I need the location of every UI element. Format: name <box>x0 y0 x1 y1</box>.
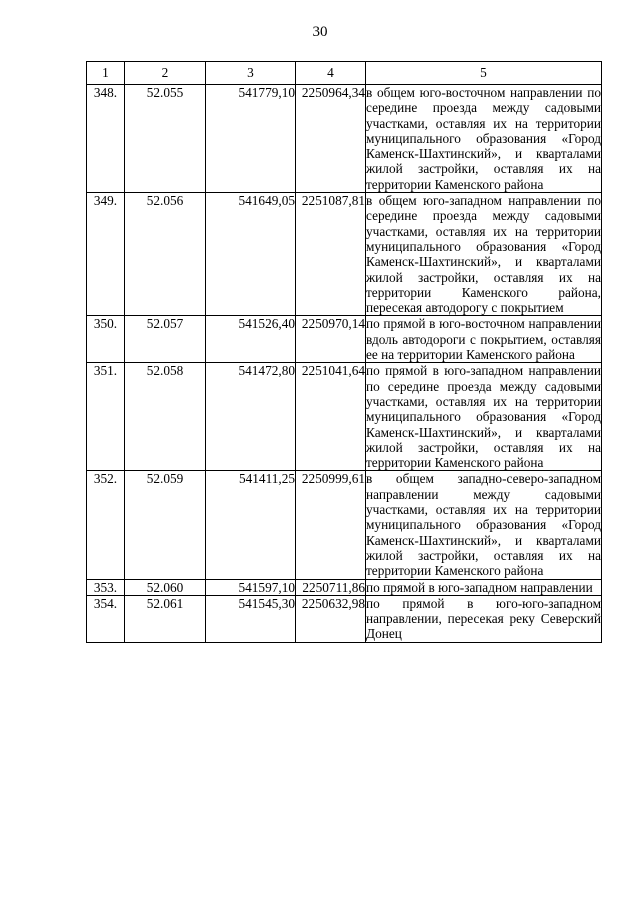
column-header-1: 1 <box>87 62 125 85</box>
boundary-description: в общем западно-северо-западном направлении между садовыми участками, оставляя их на территории муниципального образования «Город Каменск-Шахтинский», и кварталами жилой застройки, оставляя их на территории Каменского района <box>366 471 601 579</box>
page-number: 30 <box>312 24 328 40</box>
boundary-description: в общем юго-восточном направлении по середине проезда между садовыми участками, оставляя их на территории муниципального образования «Город Каменск-Шахтинский», и кварталами жилой застройки, оставляя их на территории Каменского района <box>366 85 601 192</box>
x-coordinate: 541597,10 <box>206 579 296 595</box>
table-header-row <box>87 62 602 85</box>
row-number: 350. <box>87 316 125 363</box>
table-row <box>87 579 602 595</box>
y-coordinate: 2251041,64 <box>296 363 366 471</box>
point-code: 52.057 <box>125 316 206 363</box>
table-row <box>87 193 602 316</box>
y-coordinate: 2250964,34 <box>296 85 366 193</box>
y-coordinate: 2250632,98 <box>296 595 366 642</box>
y-coordinate: 2250970,14 <box>296 316 366 363</box>
table-row <box>87 471 602 579</box>
boundary-description: в общем юго-западном направлении по середине проезда между садовыми участками, оставляя их на территории муниципального образования «Город Каменск-Шахтинский», и кварталами жилой застройки, оставляя их на территории Каменского района, пересекая автодорогу с покрытием <box>366 193 601 316</box>
point-code: 52.056 <box>125 193 206 316</box>
x-coordinate: 541779,10 <box>206 85 296 193</box>
row-number: 353. <box>87 579 125 595</box>
point-code: 52.060 <box>125 579 206 595</box>
table-row <box>87 85 602 193</box>
x-coordinate: 541649,05 <box>206 193 296 316</box>
point-code: 52.059 <box>125 471 206 579</box>
x-coordinate: 541526,40 <box>206 316 296 363</box>
row-number: 352. <box>87 471 125 579</box>
x-coordinate: 541472,80 <box>206 363 296 471</box>
point-code: 52.058 <box>125 363 206 471</box>
row-number: 354. <box>87 595 125 642</box>
row-number: 348. <box>87 85 125 193</box>
x-coordinate: 541411,25 <box>206 471 296 579</box>
table-row <box>87 316 602 363</box>
boundary-table <box>86 61 602 643</box>
boundary-description: по прямой в юго-юго-западном направлении, пересекая реку Северский Донец <box>366 595 601 642</box>
boundary-description: по прямой в юго-восточном направлении вдоль автодороги с покрытием, оставляя ее на территории Каменского района <box>366 316 601 363</box>
column-header-4: 4 <box>296 62 366 85</box>
y-coordinate: 2250999,61 <box>296 471 366 579</box>
column-header-3: 3 <box>206 62 296 85</box>
row-number: 349. <box>87 193 125 316</box>
point-code: 52.055 <box>125 85 206 193</box>
y-coordinate: 2250711,86 <box>296 579 366 595</box>
point-code: 52.061 <box>125 595 206 642</box>
x-coordinate: 541545,30 <box>206 595 296 642</box>
column-header-5: 5 <box>366 62 602 85</box>
column-header-2: 2 <box>125 62 206 85</box>
boundary-description: по прямой в юго-западном направлении по середине проезда между садовыми участками, оставляя их на территории муниципального образования «Город Каменск-Шахтинский», и кварталами жилой застройки, оставляя их на территории Каменского района <box>366 363 601 471</box>
y-coordinate: 2251087,81 <box>296 193 366 316</box>
table-row <box>87 363 602 471</box>
row-number: 351. <box>87 363 125 471</box>
table-row <box>87 595 602 642</box>
boundary-description: по прямой в юго-западном направлении <box>366 579 602 595</box>
